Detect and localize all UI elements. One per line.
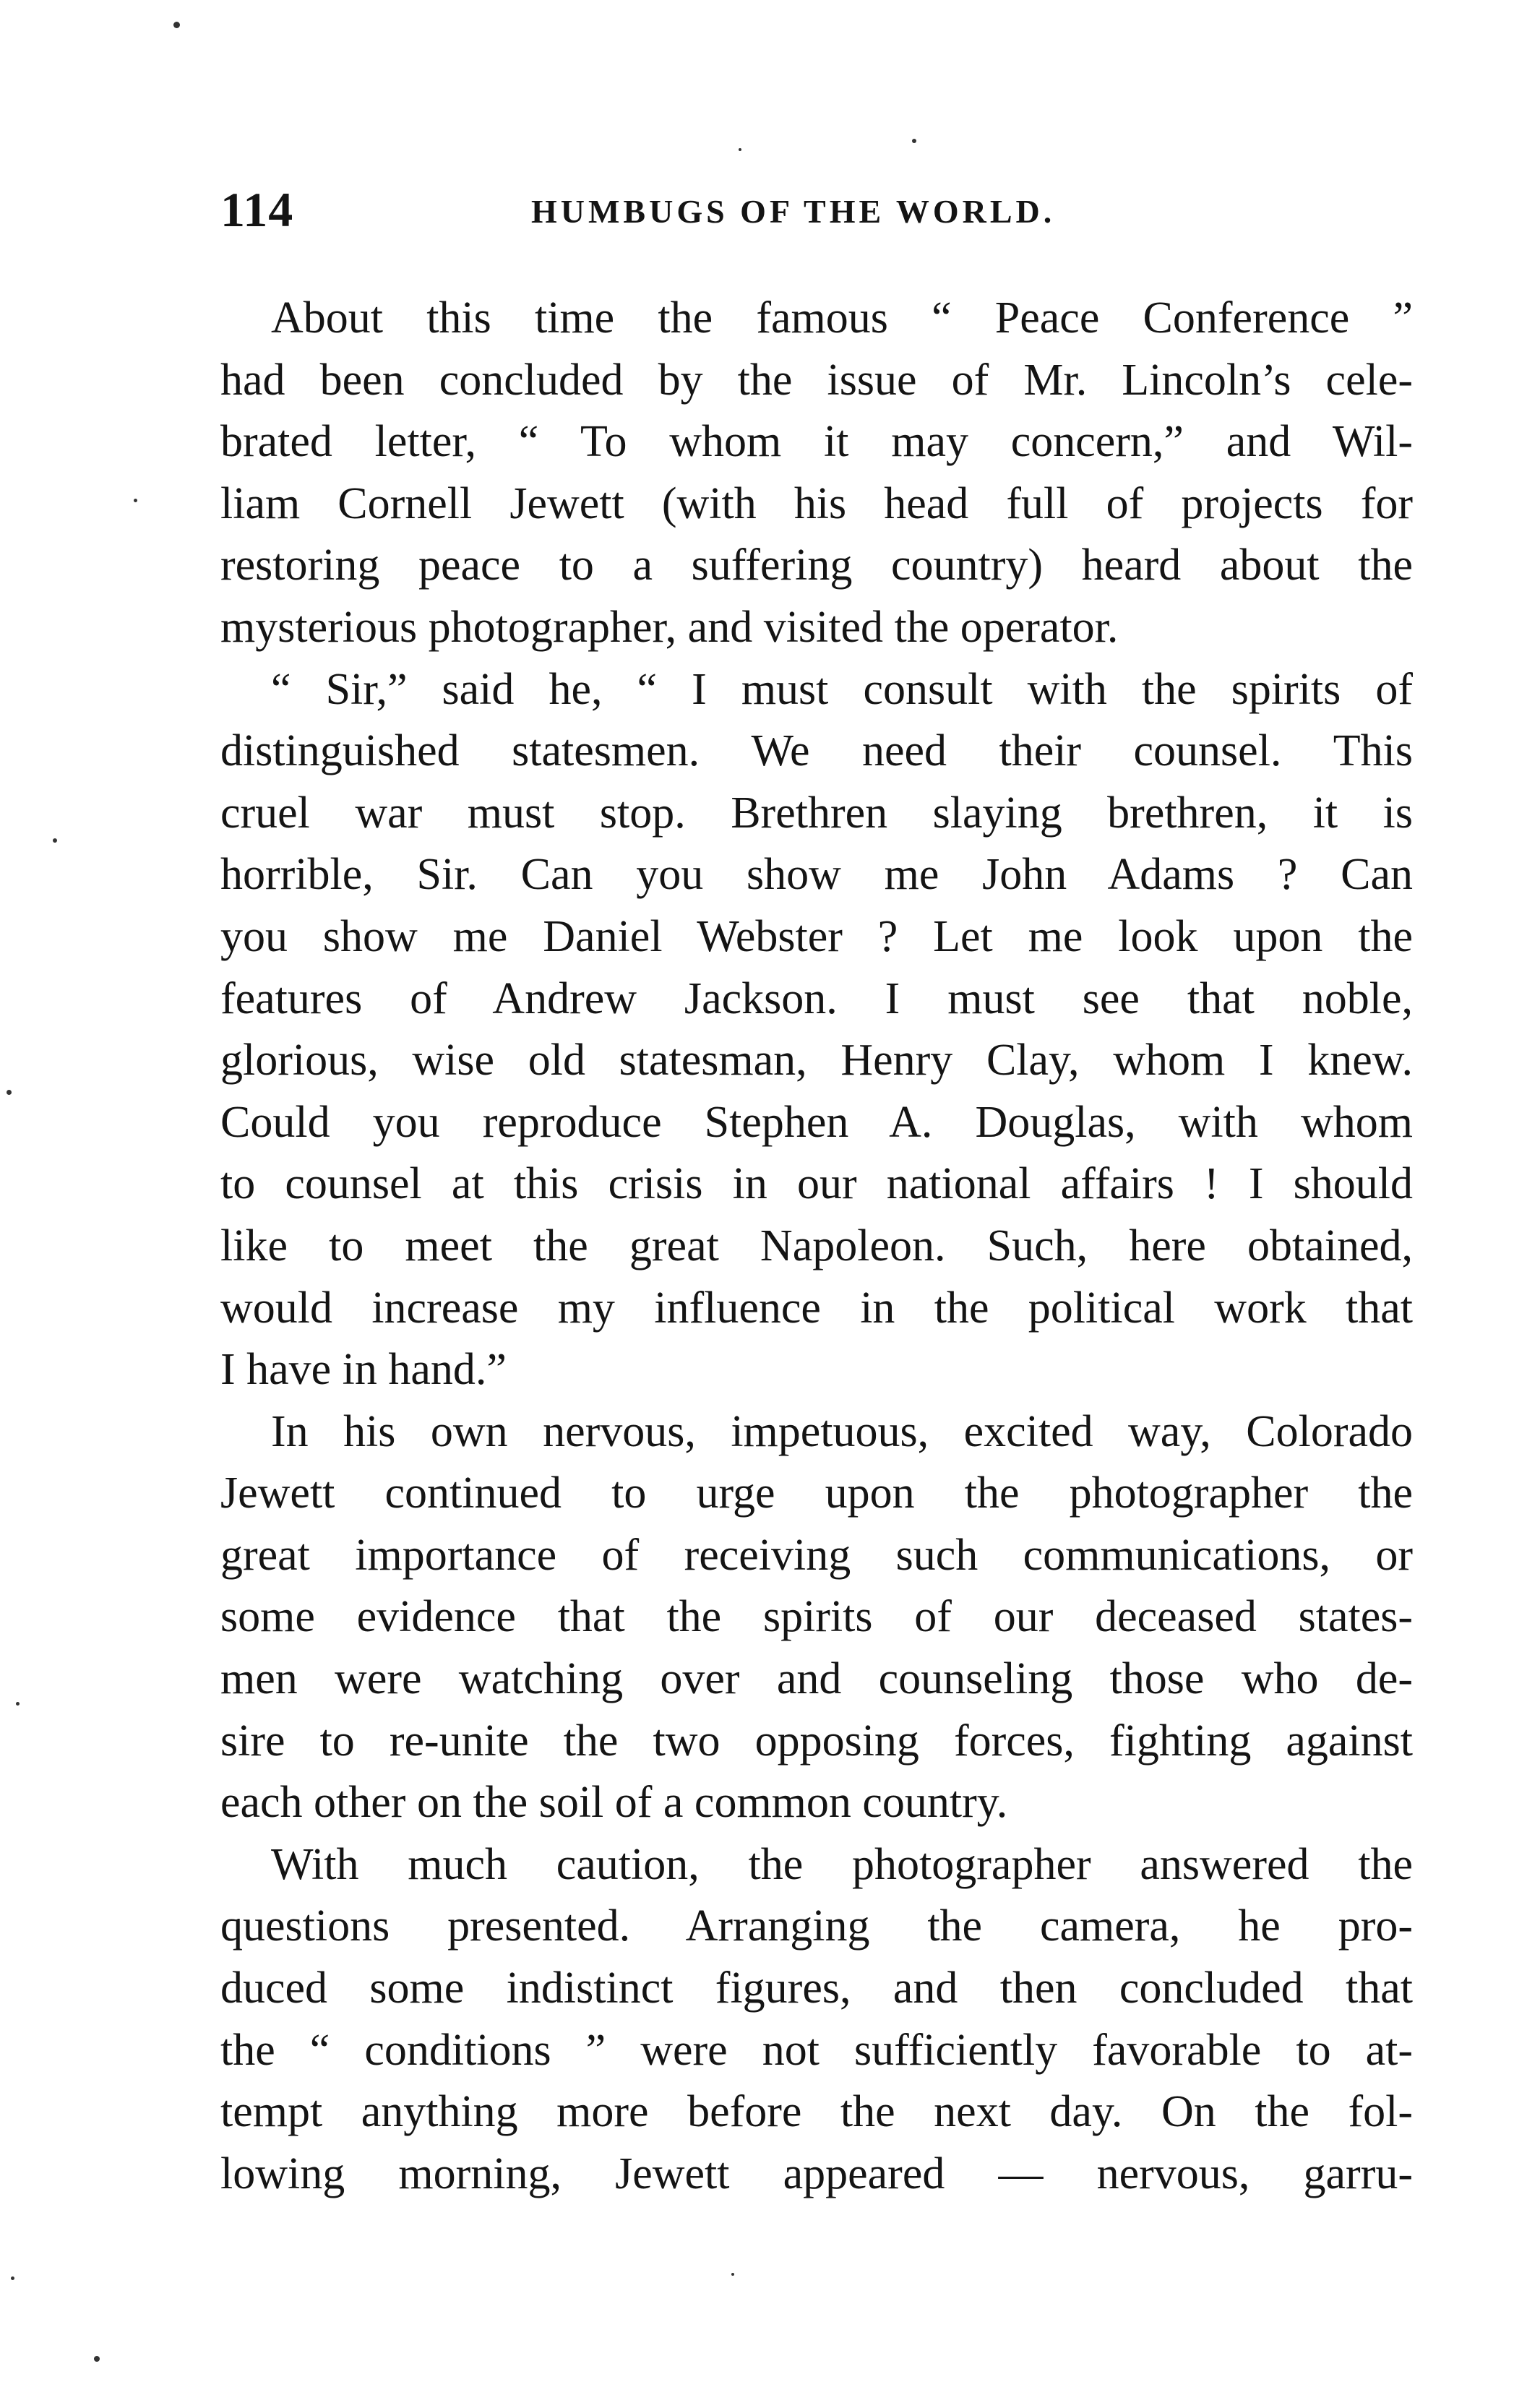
text-line: restoring peace to a suffering country) heard about the <box>220 541 1413 590</box>
text-line: “ Sir,” said he, “ I must consult with the spirits of <box>271 664 1413 714</box>
text-line: duced some indistinct figures, and then concluded that <box>220 1964 1413 2013</box>
text-line: With much caution, the photographer answered the <box>271 1839 1413 1889</box>
running-head <box>220 177 1409 242</box>
text-line: would increase my influence in the political work that <box>220 1283 1413 1333</box>
scan-speck <box>11 2276 14 2280</box>
scan-speck <box>94 2356 100 2362</box>
text-line: brated letter, “ To whom it may concern,” and Wil- <box>220 417 1413 467</box>
text-line: horrible, Sir. Can you show me John Adams ? Can <box>220 850 1413 900</box>
scan-speck <box>912 139 916 143</box>
scan-speck <box>739 148 741 151</box>
text-line: each other on the soil of a common country. <box>220 1778 1008 1828</box>
scan-speck <box>53 838 57 843</box>
text-line: lowing morning, Jewett appeared — nervous, garru- <box>220 2149 1413 2198</box>
text-line: cruel war must stop. Brethren slaying brethren, it is <box>220 788 1413 838</box>
text-line: In his own nervous, impetuous, excited way, Colorado <box>271 1406 1413 1456</box>
text-line: sire to re-unite the two opposing forces, fighting against <box>220 1716 1413 1766</box>
text-line: liam Cornell Jewett (with his head full of projects for <box>220 478 1413 528</box>
text-line: glorious, wise old statesman, Henry Clay, whom I knew. <box>220 1036 1413 1085</box>
scan-speck <box>16 1702 20 1706</box>
text-line: About this time the famous “ Peace Conference ” <box>271 293 1413 343</box>
text-line: had been concluded by the issue of Mr. Lincoln’s cele- <box>220 355 1413 405</box>
text-line: Could you reproduce Stephen A. Douglas, with whom <box>220 1097 1413 1147</box>
text-line: Jewett continued to urge upon the photographer the <box>220 1469 1413 1518</box>
text-line: the “ conditions ” were not sufficiently favorable to at- <box>220 2025 1413 2075</box>
page-number: 114 <box>220 182 294 237</box>
text-line: some evidence that the spirits of our deceased states- <box>220 1592 1413 1642</box>
scan-speck <box>173 22 180 28</box>
text-line: tempt anything more before the next day. On the fol- <box>220 2087 1413 2137</box>
scan-speck <box>7 1090 12 1095</box>
text-line: like to meet the great Napoleon. Such, here obtained, <box>220 1221 1413 1270</box>
text-line: I have in hand.” <box>220 1345 507 1395</box>
text-line: men were watching over and counseling those who de- <box>220 1654 1413 1704</box>
text-line: you show me Daniel Webster ? Let me look upon the <box>220 911 1413 961</box>
text-line: to counsel at this crisis in our national affairs ! I should <box>220 1159 1413 1209</box>
scan-speck <box>134 499 137 502</box>
text-line: questions presented. Arranging the camera, he pro- <box>220 1901 1413 1951</box>
body-text <box>220 288 1413 2205</box>
text-line: mysterious photographer, and visited the operator. <box>220 602 1119 652</box>
running-title: HUMBUGS OF THE WORLD. <box>531 193 1056 230</box>
scan-speck <box>731 2273 734 2276</box>
text-line: features of Andrew Jackson. I must see that noble, <box>220 973 1413 1023</box>
text-line: distinguished statesmen. We need their counsel. This <box>220 726 1413 776</box>
text-line: great importance of receiving such communications, or <box>220 1530 1413 1580</box>
